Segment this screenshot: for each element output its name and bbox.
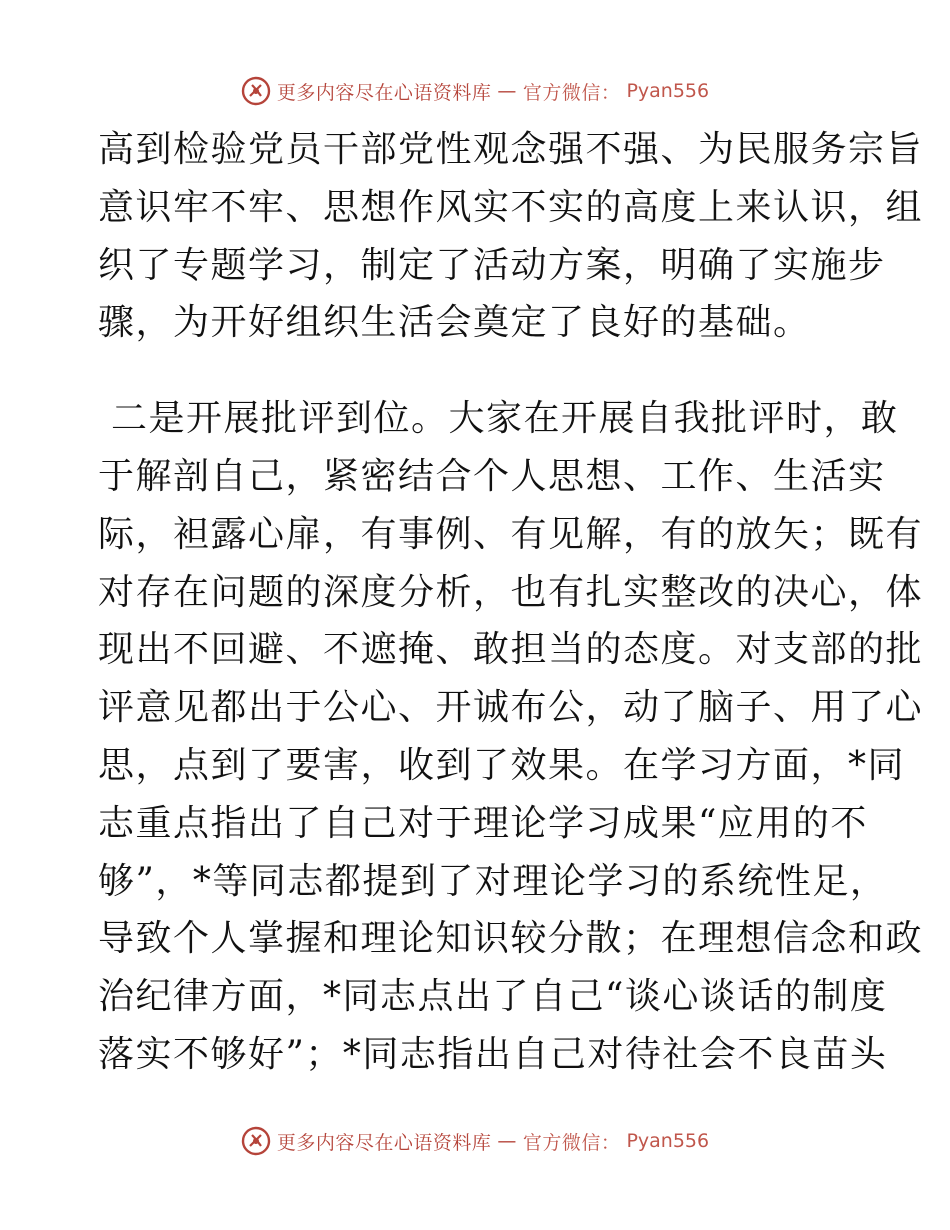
text-line: 意识牢不牢、思想作风实不实的高度上来认识，组 bbox=[98, 186, 924, 228]
text-line: 评意见都出于公心、开诚布公，动了脑子、用了心 bbox=[98, 687, 924, 729]
seal-logo-icon bbox=[241, 76, 271, 106]
text-line: 二是开展批评到位。大家在开展自我批评时，敢 bbox=[98, 398, 899, 440]
text-line: 织了专题学习，制定了活动方案，明确了实施步 bbox=[98, 244, 886, 286]
watermark-wechat-id: Pyan556 bbox=[626, 1130, 710, 1152]
watermark-dash: — bbox=[497, 80, 517, 102]
text-line: 够”，*等同志都提到了对理论学习的系统性足， bbox=[98, 860, 888, 902]
watermark-brand: 更多内容尽在心语资料库 bbox=[276, 81, 492, 104]
watermark-wechat-label: 官方微信： bbox=[522, 1131, 621, 1154]
text-line: 落实不够好”；*同志指出自己对待社会不良苗头 bbox=[98, 1033, 888, 1075]
watermark-wechat-id: Pyan556 bbox=[626, 80, 710, 102]
paragraph-2 bbox=[98, 390, 924, 1084]
paragraph-1 bbox=[98, 121, 924, 352]
seal-logo-icon bbox=[241, 1126, 271, 1156]
text-line: 治纪律方面，*同志点出了自己“谈心谈话的制度 bbox=[98, 976, 888, 1018]
watermark-wechat-label: 官方微信： bbox=[522, 81, 621, 104]
text-line: 志重点指出了自己对于理论学习成果“应用的不 bbox=[98, 802, 868, 844]
text-line: 导致个人掌握和理论知识较分散；在理想信念和政 bbox=[98, 918, 924, 960]
document-body bbox=[98, 121, 924, 1084]
footer-watermark bbox=[0, 1126, 950, 1156]
text-line: 现出不回避、不遮掩、敢担当的态度。对支部的批 bbox=[98, 629, 924, 671]
header-watermark bbox=[0, 76, 950, 106]
text-line: 骤，为开好组织生活会奠定了良好的基础。 bbox=[98, 302, 811, 344]
text-line: 对存在问题的深度分析，也有扎实整改的决心，体 bbox=[98, 571, 924, 613]
text-line: 际，袒露心扉，有事例、有见解，有的放矢；既有 bbox=[98, 513, 924, 555]
text-line: 于解剖自己，紧密结合个人思想、工作、生活实 bbox=[98, 455, 886, 497]
text-line: 思，点到了要害，收到了效果。在学习方面，*同 bbox=[98, 744, 906, 786]
text-line: 高到检验党员干部党性观念强不强、为民服务宗旨 bbox=[98, 129, 924, 170]
watermark-dash: — bbox=[497, 1130, 517, 1152]
paragraph-gap bbox=[98, 352, 850, 390]
watermark-brand: 更多内容尽在心语资料库 bbox=[276, 1131, 492, 1154]
